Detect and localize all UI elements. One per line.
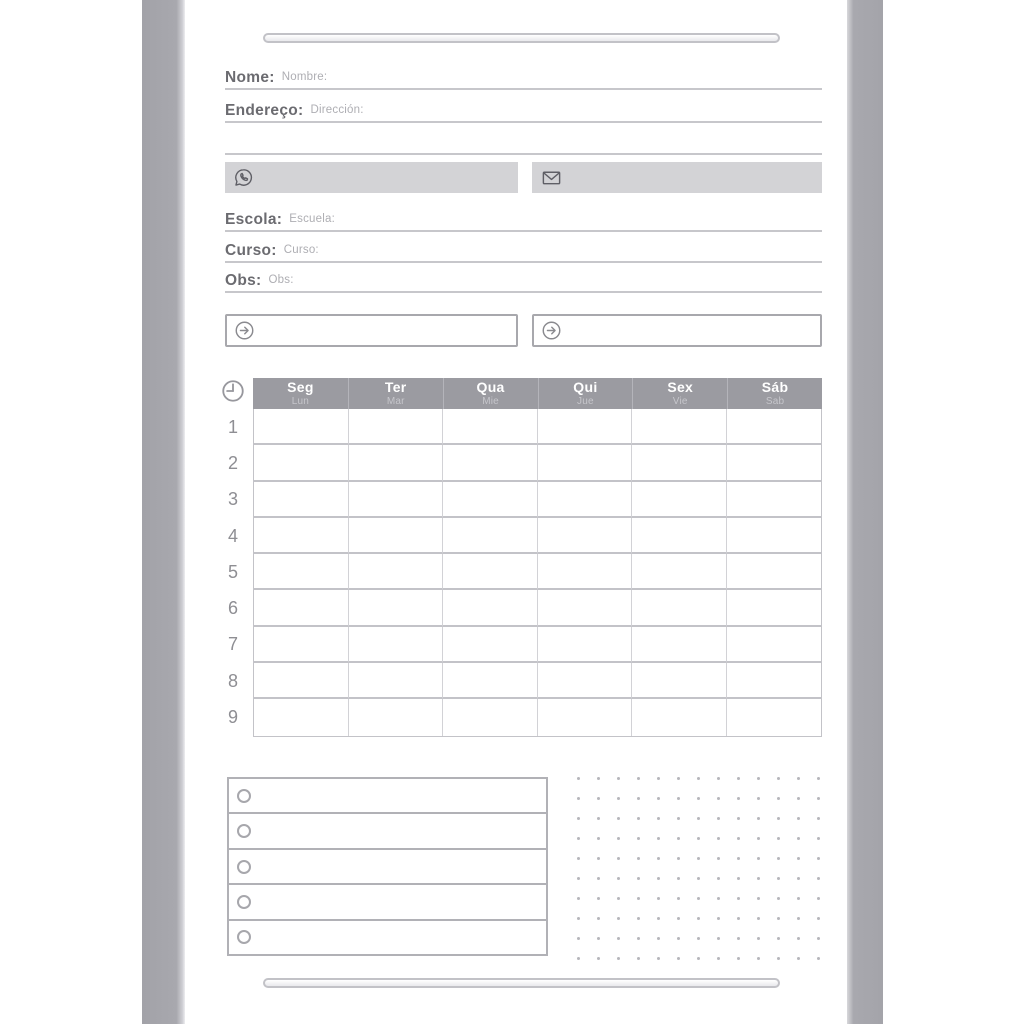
schedule-cell (632, 663, 727, 699)
grid-dot (637, 817, 640, 820)
grid-dot (757, 797, 760, 800)
schedule-cell (254, 663, 349, 699)
address-sublabel: Dirección: (310, 104, 364, 117)
grid-dot (817, 797, 820, 800)
schedule-cell (254, 554, 349, 590)
grid-dot (577, 957, 580, 960)
checklist (227, 777, 548, 956)
day-sublabel: Mie (482, 396, 499, 407)
grid-dot (737, 957, 740, 960)
name-field (225, 55, 822, 90)
grid-dot (617, 797, 620, 800)
grid-dot (597, 957, 600, 960)
grid-dot (677, 777, 680, 780)
grid-dot (617, 957, 620, 960)
grid-dot (597, 937, 600, 940)
grid-dot (697, 777, 700, 780)
name-label: Nome: (225, 68, 275, 86)
grid-dot (677, 857, 680, 860)
grid-dot (817, 917, 820, 920)
schedule-cell (538, 663, 633, 699)
schedule-cell (349, 590, 444, 626)
day-sublabel: Sab (765, 396, 785, 407)
grid-dot (797, 877, 800, 880)
grid-dot (777, 837, 780, 840)
schedule-cell (349, 699, 444, 735)
checklist-row (229, 814, 546, 849)
grid-dot (657, 957, 660, 960)
grid-dot (597, 837, 600, 840)
grid-dot (817, 897, 820, 900)
grid-dot (577, 777, 580, 780)
grid-dot (817, 877, 820, 880)
grid-dot (817, 857, 820, 860)
schedule-cell (254, 482, 349, 518)
grid-dot (737, 817, 740, 820)
grid-dot (577, 837, 580, 840)
schedule-cell (538, 445, 633, 481)
checklist-row (229, 885, 546, 920)
grid-dot (577, 937, 580, 940)
grid-dot (657, 837, 660, 840)
grid-dot (777, 897, 780, 900)
arrow-right-circle-icon (540, 319, 563, 342)
schedule-cell (538, 627, 633, 663)
page-edge-right (847, 0, 883, 1024)
grid-dot (597, 917, 600, 920)
checklist-row (229, 850, 546, 885)
grid-dot (797, 917, 800, 920)
day-header-5 (727, 378, 822, 409)
grid-dot (637, 897, 640, 900)
grid-dot (657, 897, 660, 900)
grid-dot (697, 937, 700, 940)
address-label: Endereço: (225, 101, 304, 119)
schedule-cell (443, 663, 538, 699)
hour-label: 9 (227, 707, 238, 728)
schedule-cell (727, 627, 822, 663)
grid-dot (657, 797, 660, 800)
grid-dot (637, 917, 640, 920)
hour-label: 1 (227, 416, 238, 437)
grid-dot (737, 797, 740, 800)
schedule-cell (443, 627, 538, 663)
grid-dot (817, 957, 820, 960)
clock-icon (220, 378, 246, 404)
grid-dot (797, 797, 800, 800)
grid-dot (637, 957, 640, 960)
grid-dot (777, 797, 780, 800)
schedule-cell (632, 445, 727, 481)
hour-label: 2 (227, 452, 238, 473)
grid-dot (637, 837, 640, 840)
grid-dot (677, 897, 680, 900)
hour-label: 8 (227, 670, 238, 691)
hour-label: 5 (227, 561, 238, 582)
grid-dot (677, 817, 680, 820)
grid-dot (657, 917, 660, 920)
hour-label: 6 (227, 598, 238, 619)
grid-dot (577, 877, 580, 880)
grid-dot (777, 917, 780, 920)
grid-dot (657, 877, 660, 880)
action-box-right (532, 314, 822, 347)
hour-label: 3 (227, 489, 238, 510)
grid-dot (777, 817, 780, 820)
schedule-cell (727, 518, 822, 554)
school-label: Escola: (225, 210, 283, 228)
grid-dot (657, 777, 660, 780)
day-sublabel: Lun (291, 396, 310, 407)
page-edge-left (142, 0, 185, 1024)
schedule-cell (727, 445, 822, 481)
grid-dot (697, 817, 700, 820)
schedule-cell (254, 409, 349, 445)
grid-dot (717, 917, 720, 920)
grid-dot (637, 857, 640, 860)
grid-dot (757, 877, 760, 880)
schedule-cell (254, 699, 349, 735)
grid-dot (677, 797, 680, 800)
name-sublabel: Nombre: (281, 71, 328, 84)
grid-dot (617, 857, 620, 860)
checklist-row (229, 921, 546, 954)
grid-dot (777, 777, 780, 780)
schedule-cell (443, 409, 538, 445)
grid-dot (637, 777, 640, 780)
grid-dot (737, 777, 740, 780)
schedule-cell (443, 482, 538, 518)
grid-dot (577, 857, 580, 860)
grid-dot (817, 777, 820, 780)
grid-dot (577, 897, 580, 900)
grid-dot (617, 877, 620, 880)
arrow-right-circle-icon (233, 319, 256, 342)
grid-dot (677, 917, 680, 920)
hour-label: 4 (227, 525, 238, 546)
day-label: Ter (384, 379, 407, 395)
schedule-cell (727, 590, 822, 626)
grid-dot (637, 877, 640, 880)
grid-dot (577, 817, 580, 820)
notes-sublabel: Obs: (268, 274, 294, 287)
schedule-header (253, 378, 822, 409)
grid-dot (697, 877, 700, 880)
schedule-cell (254, 590, 349, 626)
dot-grid (577, 777, 822, 962)
schedule-cell (349, 554, 444, 590)
schedule-cell (632, 590, 727, 626)
day-label: Sex (667, 379, 694, 395)
grid-dot (717, 817, 720, 820)
schedule-cell (538, 590, 633, 626)
grid-dot (577, 917, 580, 920)
grid-dot (677, 837, 680, 840)
grid-dot (597, 797, 600, 800)
grid-dot (757, 937, 760, 940)
schedule-cell (443, 554, 538, 590)
grid-dot (577, 797, 580, 800)
schedule-cell (632, 627, 727, 663)
grid-dot (797, 777, 800, 780)
grid-dot (797, 897, 800, 900)
grid-dot (797, 837, 800, 840)
notes-label: Obs: (225, 271, 262, 289)
grid-dot (617, 817, 620, 820)
grid-dot (637, 797, 640, 800)
whatsapp-icon (233, 167, 254, 188)
grid-dot (697, 837, 700, 840)
day-sublabel: Mar (386, 396, 405, 407)
address-field-line2 (225, 123, 822, 155)
schedule-cell (538, 482, 633, 518)
day-header-4 (632, 378, 727, 409)
schedule-cell (538, 518, 633, 554)
grid-dot (677, 877, 680, 880)
address-field (225, 89, 822, 123)
grid-dot (797, 857, 800, 860)
checklist-circle-icon (237, 824, 251, 838)
schedule-cell (727, 663, 822, 699)
schedule-cell (349, 409, 444, 445)
schedule-cell (727, 554, 822, 590)
hour-label: 7 (227, 634, 238, 655)
schedule-cell (538, 699, 633, 735)
grid-dot (757, 837, 760, 840)
grid-dot (737, 857, 740, 860)
grid-dot (777, 857, 780, 860)
binding-slot-top (263, 33, 780, 43)
schedule-cell (349, 445, 444, 481)
grid-dot (697, 857, 700, 860)
grid-dot (697, 917, 700, 920)
schedule-cell (632, 482, 727, 518)
email-field (532, 162, 822, 193)
grid-dot (597, 877, 600, 880)
grid-dot (617, 897, 620, 900)
schedule-cell (538, 554, 633, 590)
grid-dot (597, 897, 600, 900)
grid-dot (697, 897, 700, 900)
course-field (225, 232, 822, 263)
grid-dot (777, 877, 780, 880)
grid-dot (757, 897, 760, 900)
school-sublabel: Escuela: (289, 213, 335, 226)
day-header-3 (538, 378, 633, 409)
binding-slot-bottom (263, 978, 780, 988)
schedule-cell (349, 482, 444, 518)
grid-dot (797, 937, 800, 940)
schedule-cell (349, 627, 444, 663)
grid-dot (717, 837, 720, 840)
grid-dot (817, 837, 820, 840)
grid-dot (617, 917, 620, 920)
grid-dot (597, 857, 600, 860)
email-envelope-icon (540, 167, 563, 188)
schedule-cell (254, 518, 349, 554)
grid-dot (737, 837, 740, 840)
whatsapp-field (225, 162, 518, 193)
schedule-cell (632, 409, 727, 445)
day-sublabel: Vie (672, 396, 688, 407)
grid-dot (597, 817, 600, 820)
grid-dot (617, 777, 620, 780)
day-header-1 (348, 378, 443, 409)
grid-dot (717, 957, 720, 960)
schedule-cell (632, 518, 727, 554)
schedule-cell (349, 663, 444, 699)
day-header-0 (253, 378, 348, 409)
grid-dot (717, 897, 720, 900)
grid-dot (737, 897, 740, 900)
grid-dot (697, 957, 700, 960)
grid-dot (697, 797, 700, 800)
grid-dot (737, 917, 740, 920)
grid-dot (617, 837, 620, 840)
grid-dot (797, 957, 800, 960)
course-sublabel: Curso: (283, 244, 319, 257)
schedule-cell (254, 627, 349, 663)
day-label: Qua (476, 379, 505, 395)
schedule-cell (727, 409, 822, 445)
grid-dot (757, 857, 760, 860)
grid-dot (817, 817, 820, 820)
grid-dot (657, 817, 660, 820)
action-box-left (225, 314, 518, 347)
grid-dot (717, 797, 720, 800)
notes-field (225, 263, 822, 293)
schedule-cell (443, 699, 538, 735)
course-label: Curso: (225, 241, 277, 259)
checklist-circle-icon (237, 789, 251, 803)
grid-dot (777, 937, 780, 940)
checklist-row (229, 779, 546, 814)
schedule-cell (254, 445, 349, 481)
grid-dot (717, 777, 720, 780)
grid-dot (677, 937, 680, 940)
grid-dot (597, 777, 600, 780)
grid-dot (737, 877, 740, 880)
checklist-circle-icon (237, 930, 251, 944)
grid-dot (777, 957, 780, 960)
grid-dot (717, 877, 720, 880)
grid-dot (717, 857, 720, 860)
grid-dot (717, 937, 720, 940)
day-label: Seg (287, 379, 314, 395)
schedule-cell (727, 699, 822, 735)
schedule-cell (443, 445, 538, 481)
day-sublabel: Jue (577, 396, 594, 407)
grid-dot (617, 937, 620, 940)
schedule-cell (632, 554, 727, 590)
grid-dot (757, 917, 760, 920)
grid-dot (797, 817, 800, 820)
hour-column (219, 409, 247, 736)
schedule-cell (632, 699, 727, 735)
grid-dot (637, 937, 640, 940)
schedule-cell (727, 482, 822, 518)
schedule-cell (443, 590, 538, 626)
schedule-cell (443, 518, 538, 554)
grid-dot (737, 937, 740, 940)
schedule-cell (538, 409, 633, 445)
grid-dot (657, 857, 660, 860)
grid-dot (677, 957, 680, 960)
grid-dot (757, 957, 760, 960)
schedule-cell (349, 518, 444, 554)
day-header-2 (443, 378, 538, 409)
schedule-grid (253, 409, 822, 737)
grid-dot (817, 937, 820, 940)
day-label: Sáb (761, 379, 789, 395)
school-field (225, 196, 822, 232)
day-label: Qui (573, 379, 598, 395)
grid-dot (657, 937, 660, 940)
checklist-circle-icon (237, 860, 251, 874)
checklist-circle-icon (237, 895, 251, 909)
grid-dot (757, 777, 760, 780)
grid-dot (757, 817, 760, 820)
